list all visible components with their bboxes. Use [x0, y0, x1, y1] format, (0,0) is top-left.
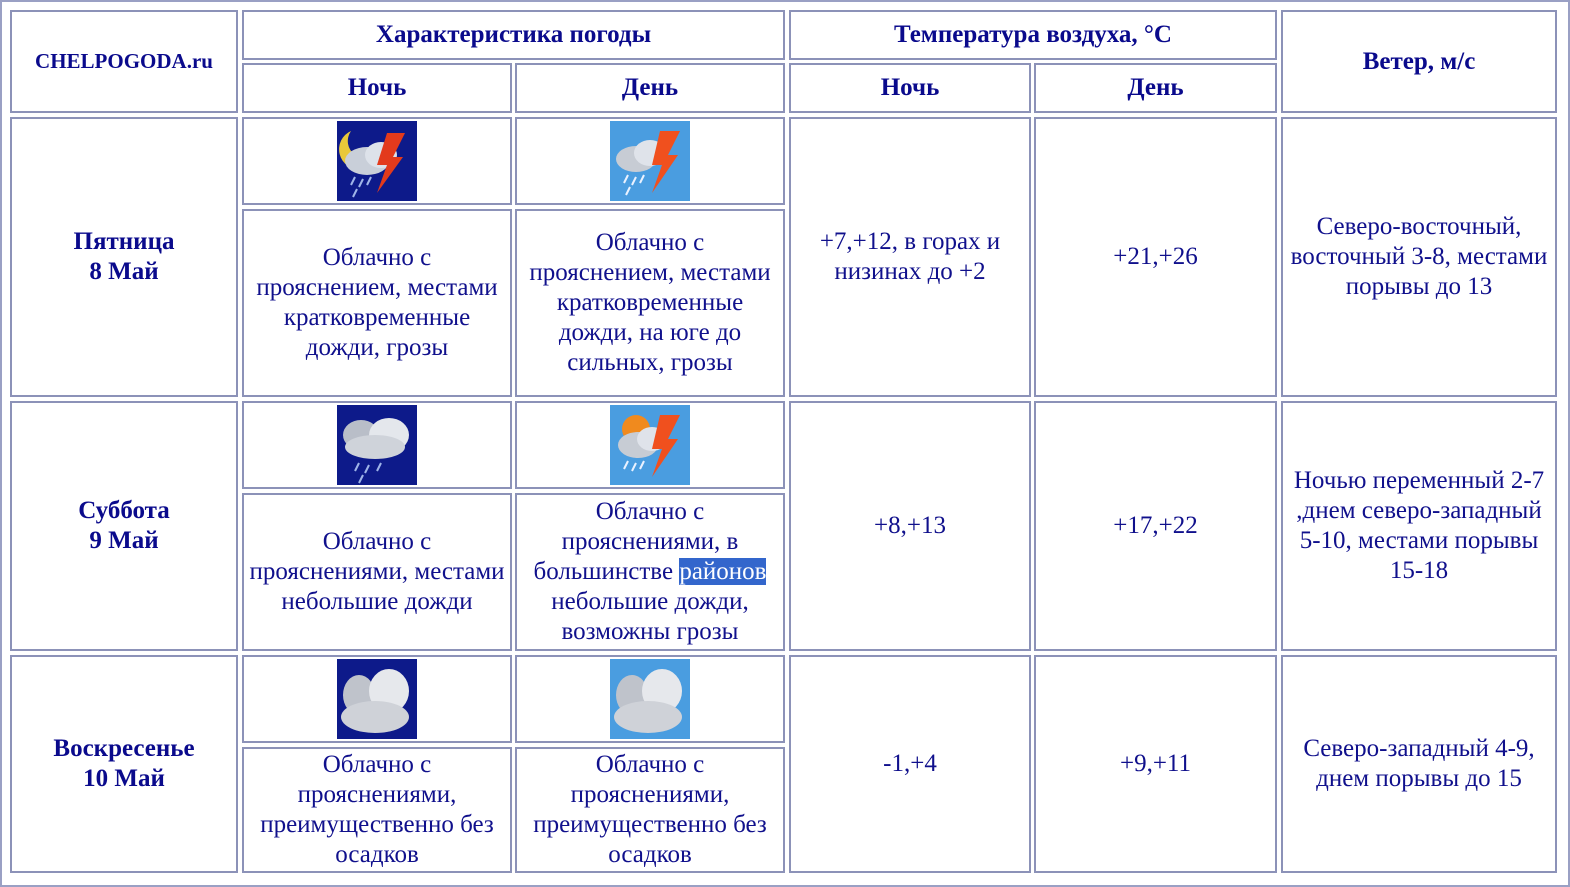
thunderstorm-cloud-icon [610, 121, 690, 201]
day-icon-cell [515, 401, 785, 489]
day-description: Облачно с прояснением, местами кратковременные дожди, на юге до сильных, грозы [515, 209, 785, 397]
day-description [515, 493, 785, 651]
weekday: Пятница [73, 228, 175, 255]
weekday: Суббота [78, 497, 170, 524]
night-description: Облачно с прояснениями, преимущественно без осадков [242, 747, 512, 873]
wind-header: Ветер, м/с [1281, 10, 1557, 113]
temp-night: +7,+12, в горах и низинах до +2 [789, 117, 1031, 397]
night-description: Облачно с прояснениями, местами небольшие дожди [242, 493, 512, 651]
temp-day: +9,+11 [1034, 655, 1277, 873]
thunderstorm-moon-icon [337, 121, 417, 201]
site-brand: CHELPOGODA.ru [10, 10, 238, 113]
selected-text: районов [679, 558, 767, 585]
day-header: День [515, 63, 785, 113]
date: 8 Май [89, 258, 159, 285]
overcast-day-icon [610, 659, 690, 739]
day-label [10, 401, 238, 651]
rain-clouds-icon [337, 405, 417, 485]
temp-day: +17,+22 [1034, 401, 1277, 651]
temp-night-header: Ночь [789, 63, 1031, 113]
temp-day: +21,+26 [1034, 117, 1277, 397]
night-icon-cell [242, 117, 512, 205]
night-icon-cell [242, 401, 512, 489]
day-description-text: небольшие дожди, возможны грозы [551, 588, 749, 645]
day-icon-cell [515, 117, 785, 205]
date: 9 Май [89, 527, 159, 554]
day-label [10, 117, 238, 397]
night-icon-cell [242, 655, 512, 743]
temp-day-header: День [1034, 63, 1277, 113]
wind: Ночью переменный 2-7 ,днем северо-западный 5-10, местами порывы 15-18 [1281, 401, 1557, 651]
wind: Северо-восточный, восточный 3-8, местами порывы до 13 [1281, 117, 1557, 397]
day-icon-cell [515, 655, 785, 743]
thunderstorm-sun-icon [610, 405, 690, 485]
day-description: Облачно с прояснениями, преимущественно без осадков [515, 747, 785, 873]
temp-night: -1,+4 [789, 655, 1031, 873]
weather-characteristics-header: Характеристика погоды [242, 10, 785, 60]
day-label [10, 655, 238, 873]
day-description-text: Облачно с прояснениями, в большинстве [533, 498, 739, 585]
overcast-night-icon [337, 659, 417, 739]
night-header: Ночь [242, 63, 512, 113]
wind: Северо-западный 4-9, днем порывы до 15 [1281, 655, 1557, 873]
night-description: Облачно с прояснением, местами кратковременные дожди, грозы [242, 209, 512, 397]
temp-night: +8,+13 [789, 401, 1031, 651]
date: 10 Май [83, 765, 165, 792]
air-temperature-header: Температура воздуха, °С [789, 10, 1277, 60]
weekday: Воскресенье [53, 735, 195, 762]
